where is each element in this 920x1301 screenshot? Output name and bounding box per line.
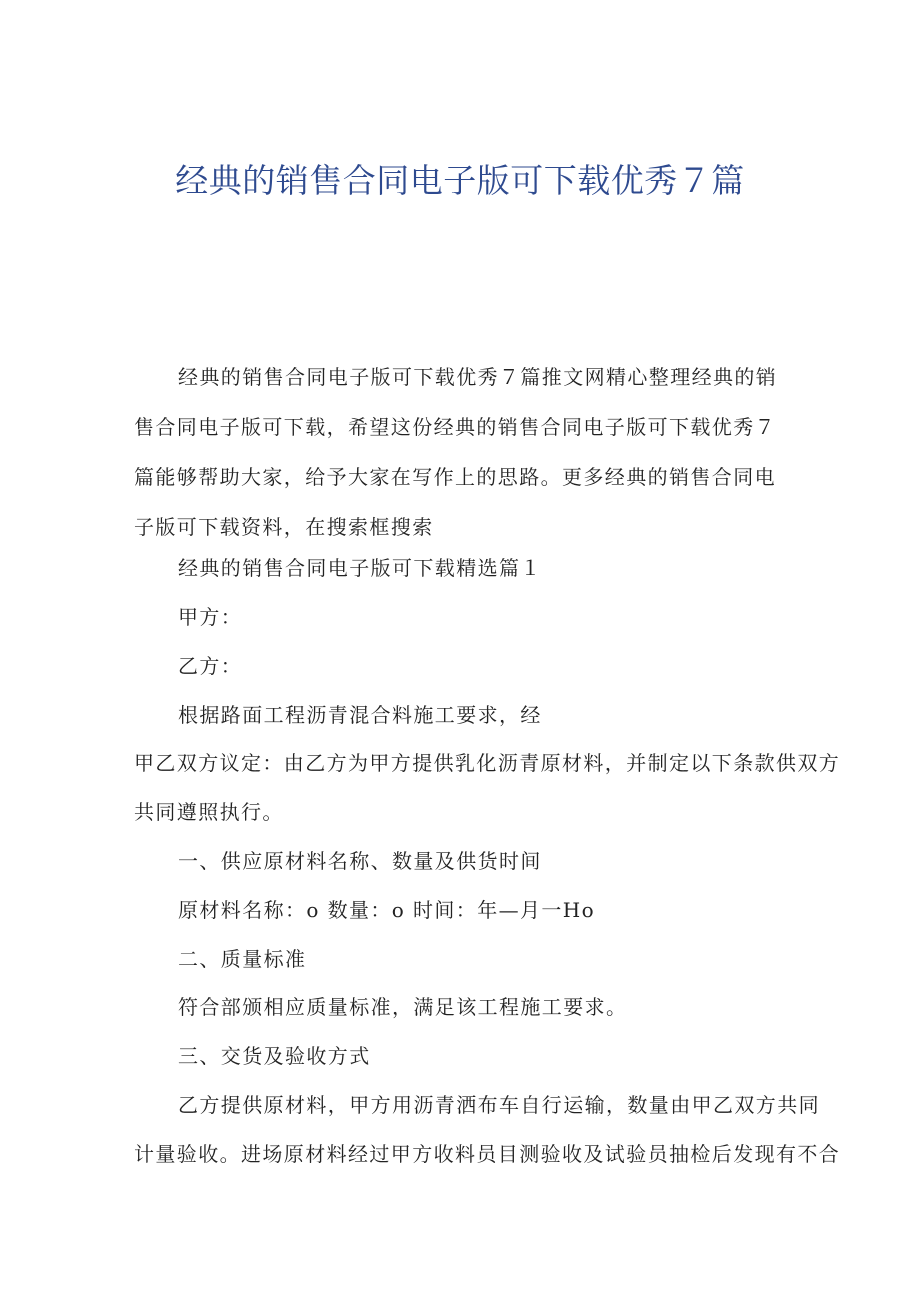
- party-b-label: 乙方：: [178, 654, 243, 678]
- basis-paragraph-line-1: 根据路面工程沥青混合料施工要求，经: [178, 703, 542, 727]
- clause-1-heading: 一、供应原材料名称、数量及供货时间: [178, 849, 542, 873]
- clause-2-heading: 二、质量标准: [178, 947, 307, 971]
- clause-3-heading: 三、交货及验收方式: [178, 1044, 371, 1068]
- clause-1-body: 原材料名称：o 数量：o 时间：年—月一Ho: [178, 898, 596, 922]
- clause-3-body-line-1: 乙方提供原材料，甲方用沥青洒布车自行运输，数量由甲乙双方共同: [178, 1093, 820, 1117]
- party-a-label: 甲方：: [178, 605, 243, 629]
- basis-paragraph-line-3: 共同遵照执行。: [134, 800, 284, 824]
- document-title: 经典的销售合同电子版可下载优秀７篇: [175, 161, 745, 200]
- basis-paragraph-line-2: 甲乙双方议定：由乙方为甲方提供乳化沥青原材料，并制定以下条款供双方: [134, 751, 841, 775]
- section-heading: 经典的销售合同电子版可下载精选篇１: [178, 556, 542, 580]
- intro-paragraph: 经典的销售合同电子版可下载优秀７篇推文网精心整理经典的销售合同电子版可下载，希望这份经典的销售合同电子版可下载优秀７篇能够帮助大家，给予大家在写作上的思路。更多经典的销售合同电子版可下载资料，在搜索框搜索: [134, 365, 778, 539]
- clause-2-body: 符合部颁相应质量标准，满足该工程施工要求。: [178, 995, 628, 1019]
- clause-3-body-line-2: 计量验收。进场原材料经过甲方收料员目测验收及试验员抽检后发现有不合: [134, 1142, 841, 1166]
